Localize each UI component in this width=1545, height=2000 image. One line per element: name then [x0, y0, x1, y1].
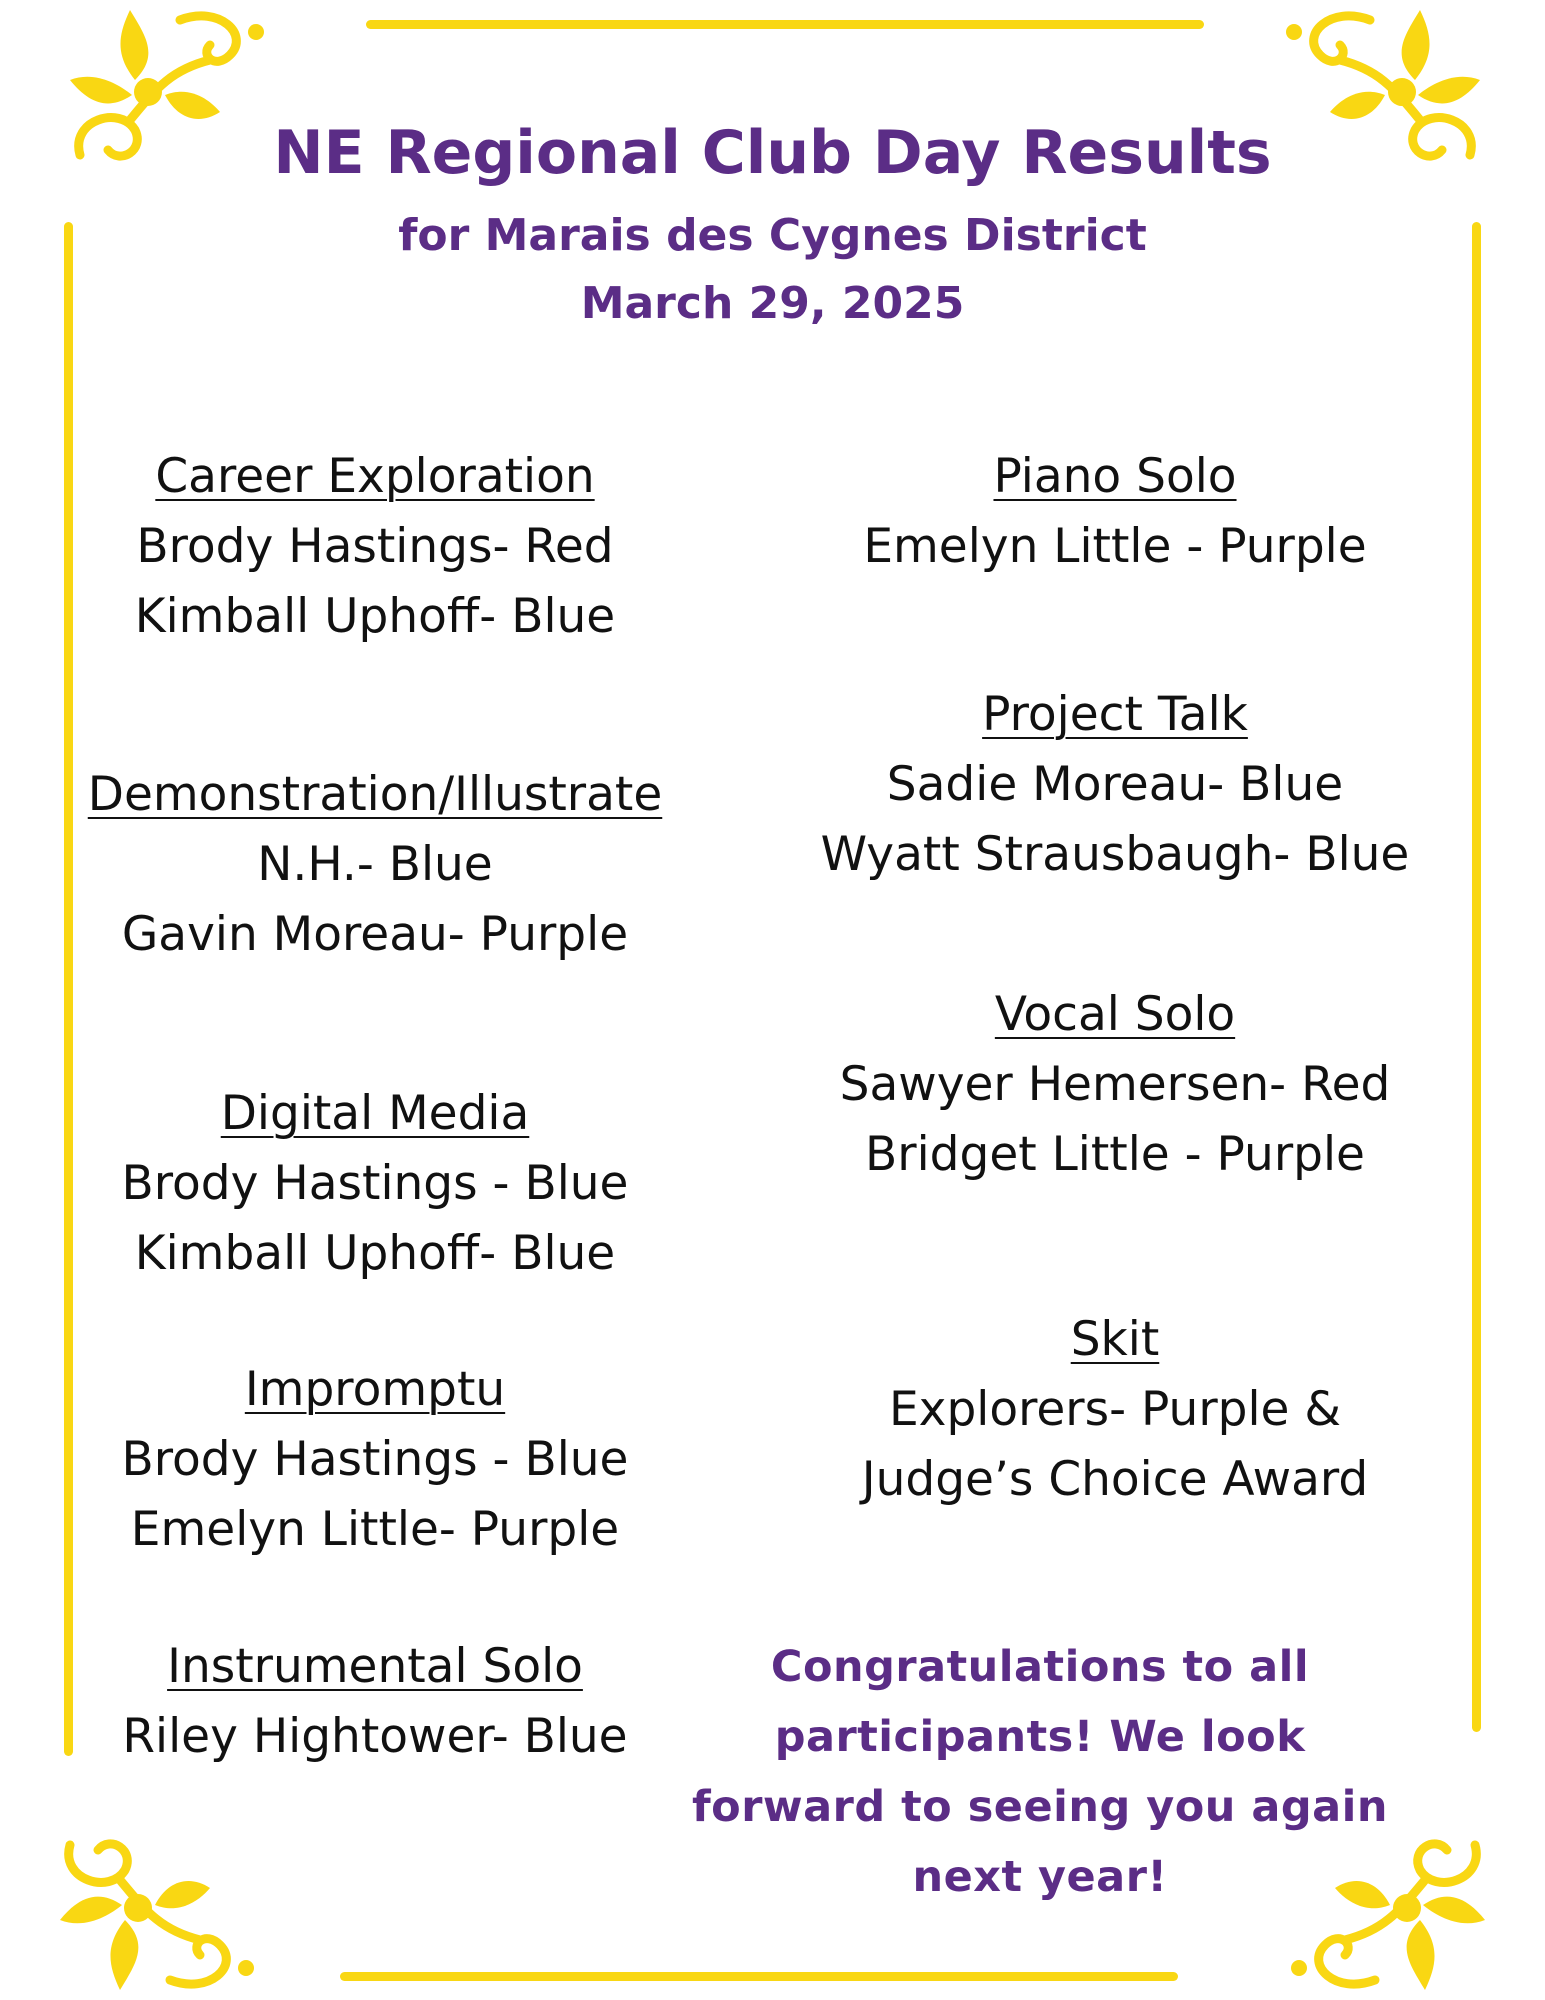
section-skit — [790, 1305, 1440, 1515]
congrats-line: forward to seeing you again — [691, 1782, 1389, 1832]
result-entry: N.H.- Blue — [257, 837, 493, 892]
section-title: Instrumental Solo — [167, 1639, 583, 1694]
section-title: Piano Solo — [993, 449, 1237, 504]
section-career-exploration — [80, 442, 670, 652]
page-subtitle: for Marais des Cygnes District — [398, 210, 1147, 261]
result-entry: Sawyer Hemersen- Red — [839, 1057, 1391, 1112]
section-title: Skit — [1070, 1312, 1160, 1367]
section-title: Demonstration/Illustrate — [87, 767, 663, 822]
section-title: Career Exploration — [155, 449, 595, 504]
section-impromptu — [80, 1355, 670, 1565]
congratulations-message — [680, 1632, 1400, 1912]
result-entry: Judge’s Choice Award — [861, 1452, 1369, 1507]
result-entry: Brody Hastings- Red — [136, 519, 614, 574]
result-entry: Gavin Moreau- Purple — [121, 907, 629, 962]
bottom-border-line — [340, 1972, 1178, 1981]
result-entry: Brody Hastings - Blue — [121, 1156, 629, 1211]
result-entry: Emelyn Little- Purple — [130, 1502, 620, 1557]
result-entry: Wyatt Strausbaugh- Blue — [820, 827, 1410, 882]
section-instrumental-solo — [80, 1632, 670, 1772]
congrats-line: next year! — [912, 1852, 1168, 1902]
result-entry: Riley Hightower- Blue — [122, 1709, 628, 1764]
section-project-talk — [790, 680, 1440, 890]
top-border-line — [366, 20, 1204, 29]
corner-flourish-icon — [50, 1800, 300, 2000]
congrats-line: participants! We look — [774, 1712, 1306, 1762]
section-title: Project Talk — [982, 687, 1248, 742]
section-piano-solo — [790, 442, 1440, 582]
section-title: Impromptu — [244, 1362, 506, 1417]
right-border-line — [1472, 222, 1481, 1732]
result-entry: Explorers- Purple & — [888, 1382, 1342, 1437]
result-entry: Bridget Little - Purple — [865, 1127, 1365, 1182]
section-title: Vocal Solo — [994, 987, 1236, 1042]
section-digital-media — [80, 1079, 670, 1289]
congrats-line: Congratulations to all — [770, 1642, 1310, 1692]
result-entry: Sadie Moreau- Blue — [886, 757, 1344, 812]
page-title: NE Regional Club Day Results — [273, 118, 1272, 188]
section-title: Digital Media — [220, 1086, 530, 1141]
left-border-line — [64, 222, 73, 1756]
result-entry: Emelyn Little - Purple — [863, 519, 1367, 574]
section-demonstration — [80, 760, 670, 970]
result-entry: Kimball Uphoff- Blue — [134, 589, 616, 644]
event-date: March 29, 2025 — [580, 278, 965, 329]
result-entry: Kimball Uphoff- Blue — [134, 1226, 616, 1281]
section-vocal-solo — [790, 980, 1440, 1190]
result-entry: Brody Hastings - Blue — [121, 1432, 629, 1487]
